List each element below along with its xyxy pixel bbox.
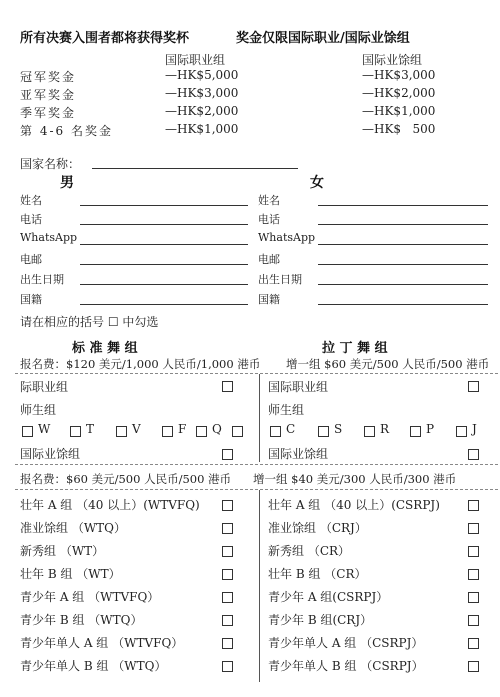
latin-category-label: 青少年 B 组(CRJ）: [268, 613, 373, 627]
standard-amateur-checkbox[interactable]: [222, 449, 233, 460]
male-dob-field[interactable]: [80, 284, 248, 285]
dance-label-q: Q: [212, 422, 222, 436]
male-phone-field[interactable]: [80, 224, 248, 225]
prize-amateur-value: —HK$ 500: [362, 122, 436, 136]
latin-pro-checkbox[interactable]: [468, 381, 479, 392]
male-heading: 男: [60, 175, 74, 191]
prize-col-pro: 国际职业组: [165, 53, 226, 67]
male-dob-label: 出生日期: [20, 273, 64, 286]
standard-category-label: 新秀组 （WT）: [20, 544, 105, 558]
standard-category-label: 青少年 B 组 （WTQ）: [20, 613, 143, 627]
male-email-label: 电邮: [20, 253, 42, 266]
standard-category-label: 青少年 A 组 （WTVFQ）: [20, 590, 160, 604]
prize-col-amateur: 国际业馀组: [362, 53, 423, 67]
latin-category-checkbox[interactable]: [468, 500, 479, 511]
standard-category-checkbox[interactable]: [222, 546, 233, 557]
latin-category-checkbox[interactable]: [468, 638, 479, 649]
column-divider: [259, 374, 260, 462]
female-phone-label: 电话: [258, 213, 280, 226]
dance-label-w: W: [38, 422, 51, 436]
female-email-label: 电邮: [258, 253, 280, 266]
female-name-field[interactable]: [318, 205, 488, 206]
dance-checkbox-j[interactable]: [456, 426, 467, 437]
prize-label: 季军奖金: [20, 106, 77, 120]
section-divider: [15, 489, 498, 490]
prize-pro-value: —HK$5,000: [165, 68, 239, 82]
dance-label-t: T: [86, 422, 95, 436]
male-whatsapp-label: WhatsApp: [20, 231, 78, 244]
latin-section-title: 拉 丁 舞 组: [322, 341, 388, 356]
latin-category-checkbox[interactable]: [468, 615, 479, 626]
latin-category-checkbox[interactable]: [468, 546, 479, 557]
fee-primary: 报名费：$120 美元/1,000 人民币/1,000 港币: [20, 357, 261, 371]
latin-category-label: 壮年 B 组 （CR）: [268, 567, 367, 581]
prize-label: 冠军奖金: [20, 70, 77, 84]
prize-label: 亚军奖金: [20, 88, 77, 102]
dance-label-p: P: [426, 422, 435, 436]
dance-checkbox-t[interactable]: [70, 426, 81, 437]
latin-category-label: 青少年单人 B 组 （CSRPJ）: [268, 659, 424, 673]
dance-label-j: J: [472, 422, 477, 436]
latin-teacher-label: 师生组: [268, 403, 305, 417]
female-heading: 女: [310, 175, 324, 191]
dance-checkbox-r[interactable]: [364, 426, 375, 437]
latin-category-checkbox[interactable]: [468, 523, 479, 534]
prize-amateur-value: —HK$2,000: [362, 86, 436, 100]
standard-category-checkbox[interactable]: [222, 500, 233, 511]
standard-category-checkbox[interactable]: [222, 661, 233, 672]
female-name-label: 姓名: [258, 194, 280, 207]
prize-amateur-value: —HK$1,000: [362, 104, 436, 118]
standard-category-checkbox[interactable]: [222, 638, 233, 649]
dance-checkbox-c[interactable]: [270, 426, 281, 437]
female-email-field[interactable]: [318, 264, 488, 265]
male-nationality-label: 国籍: [20, 293, 42, 306]
latin-category-label: 新秀组 （CR）: [268, 544, 351, 558]
latin-amateur-checkbox[interactable]: [468, 449, 479, 460]
latin-category-checkbox[interactable]: [468, 592, 479, 603]
latin-category-label: 青少年 A 组(CSRPJ）: [268, 590, 389, 604]
country-label: 国家名称：: [20, 157, 81, 171]
standard-pro-checkbox[interactable]: [222, 381, 233, 392]
prize-label: 第 4-6 名奖金: [20, 124, 113, 138]
dance-label-f: F: [178, 422, 187, 436]
section-divider: [15, 464, 498, 465]
female-nationality-field[interactable]: [318, 304, 488, 305]
female-dob-field[interactable]: [318, 284, 488, 285]
prize-pro-value: —HK$2,000: [165, 104, 239, 118]
dance-checkbox-f[interactable]: [162, 426, 173, 437]
latin-category-label: 青少年单人 A 组 （CSRPJ）: [268, 636, 424, 650]
standard-category-checkbox[interactable]: [222, 569, 233, 580]
dance-label-v: V: [132, 422, 141, 436]
standard-category-label: 壮年 A 组 （40 以上）(WTVFQ): [20, 498, 200, 512]
section-divider: [15, 373, 498, 374]
male-phone-label: 电话: [20, 213, 42, 226]
female-whatsapp-field[interactable]: [318, 244, 488, 245]
female-nationality-label: 国籍: [258, 293, 280, 306]
latin-category-label: 壮年 A 组 （40 以上）(CSRPJ): [268, 498, 440, 512]
male-whatsapp-field[interactable]: [80, 244, 248, 245]
column-divider: [259, 490, 260, 682]
dance-label-s: S: [334, 422, 343, 436]
latin-amateur-label: 国际业馀组: [268, 447, 329, 461]
female-dob-label: 出生日期: [258, 273, 302, 286]
fee-primary-2: 报名费：$60 美元/500 人民币/500 港币: [20, 472, 232, 486]
tick-instruction: 请在相应的括号 ☐ 中勾选: [20, 315, 159, 329]
prize-pro-value: —HK$3,000: [165, 86, 239, 100]
male-nationality-field[interactable]: [80, 304, 248, 305]
standard-pro-label: 际职业组: [20, 380, 69, 394]
standard-category-checkbox[interactable]: [222, 523, 233, 534]
standard-teacher-label: 师生组: [20, 403, 57, 417]
header-title-right: 奖金仅限国际职业/国际业馀组: [236, 31, 410, 46]
female-whatsapp-label: WhatsApp: [258, 231, 316, 244]
fee-additional-2: 增一组 $40 美元/300 人民币/300 港币: [253, 472, 457, 486]
fee-additional: 增一组 $60 美元/500 人民币/500 港币: [286, 357, 490, 371]
latin-category-checkbox[interactable]: [468, 569, 479, 580]
dance-checkbox-s[interactable]: [318, 426, 329, 437]
latin-category-label: 准业馀组 （CRJ）: [268, 521, 367, 535]
dance-checkbox-q[interactable]: [196, 426, 207, 437]
dance-checkbox-v[interactable]: [116, 426, 127, 437]
female-phone-field[interactable]: [318, 224, 488, 225]
male-name-label: 姓名: [20, 194, 42, 207]
male-name-field[interactable]: [80, 205, 248, 206]
dance-label-c: C: [286, 422, 296, 436]
standard-teacher-extra-checkbox[interactable]: [232, 426, 243, 437]
standard-category-label: 青少年单人 A 组 （WTVFQ）: [20, 636, 184, 650]
standard-category-checkbox[interactable]: [222, 615, 233, 626]
standard-amateur-label: 国际业馀组: [20, 447, 81, 461]
latin-pro-label: 国际职业组: [268, 380, 329, 394]
prize-amateur-value: —HK$3,000: [362, 68, 436, 82]
dance-checkbox-w[interactable]: [22, 426, 33, 437]
standard-category-label: 壮年 B 组 （WT）: [20, 567, 121, 581]
dance-label-r: R: [380, 422, 390, 436]
header-title-left: 所有决赛入围者都将获得奖杯: [20, 31, 190, 46]
standard-category-label: 准业馀组 （WTQ）: [20, 521, 126, 535]
country-input-line[interactable]: [92, 168, 298, 169]
latin-category-checkbox[interactable]: [468, 661, 479, 672]
standard-category-label: 青少年单人 B 组 （WTQ）: [20, 659, 167, 673]
dance-checkbox-p[interactable]: [410, 426, 421, 437]
prize-pro-value: —HK$1,000: [165, 122, 239, 136]
standard-section-title: 标 准 舞 组: [72, 341, 138, 356]
male-email-field[interactable]: [80, 264, 248, 265]
standard-category-checkbox[interactable]: [222, 592, 233, 603]
